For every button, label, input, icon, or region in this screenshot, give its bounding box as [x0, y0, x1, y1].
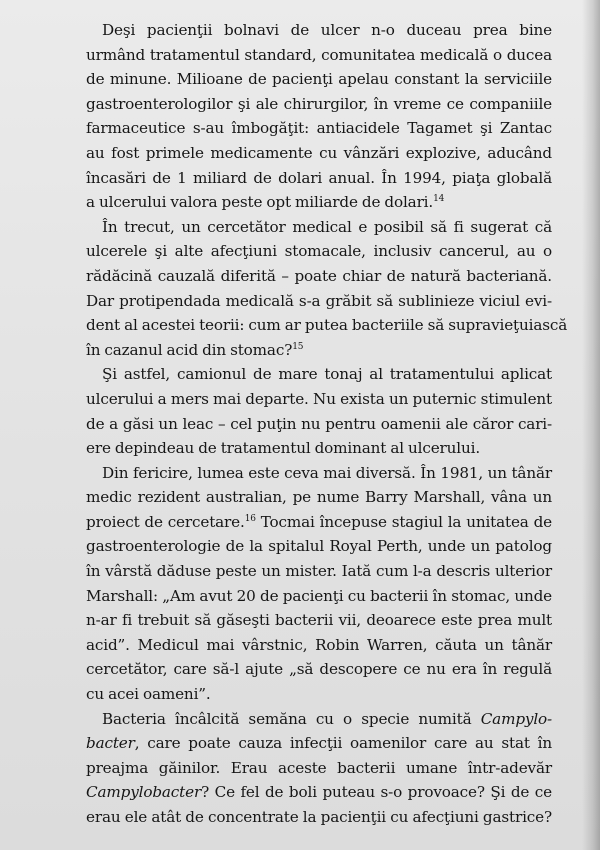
text-line: [70, 510, 552, 535]
italic-term: Campylobacter: [86, 783, 202, 802]
footnote-marker: 16: [244, 513, 256, 524]
italic-term: bacter: [86, 734, 135, 753]
text-line: [70, 780, 552, 805]
text-line: Deşi pacienţii bolnavi de ulcer n-o duceau prea bine: [102, 21, 552, 39]
text-line: cu acei oameni”.: [86, 685, 211, 704]
text-line: Şi astfel, camionul de mare tonaj al tratamentului aplicat: [102, 365, 552, 384]
text-line: în vârstă dăduse peste un mister. Iată cum l-a descris ulterior: [86, 562, 552, 581]
text-line: rădăcină cauzală diferită – poate chiar de natură bacteriană.: [86, 266, 552, 285]
text-line: n-ar fi trebuit să găseşti bacterii vii, deoarece este prea mult: [86, 611, 552, 630]
text-line: cercetător, care să-l ajute „să descopere ce nu era în regulă: [86, 660, 552, 679]
text-line: de minune. Milioane de pacienţi apelau constant la serviciile: [86, 70, 552, 89]
text-line: Marshall: „Am avut 20 de pacienţi cu bacterii în stomac, unde: [86, 586, 552, 605]
text-line: ulcerului a mers mai departe. Nu exista un puternic stimulent: [86, 389, 552, 408]
text-line: gastroenterologie de la spitalul Royal Perth, unde un patolog: [86, 537, 552, 556]
text-line: erau ele atât de concentrate la pacienţii cu afecţiuni gastrice?: [86, 808, 552, 826]
text-line: acid”. Medicul mai vârstnic, Robin Warren, căuta un tânăr: [86, 635, 552, 654]
text-line: Dar protipendada medicală s-a grăbit să sublinieze viciul evi-: [86, 291, 552, 310]
text-line: [70, 731, 552, 756]
text-segment: Bacteria încâlcită semăna cu o specie numită: [102, 709, 481, 728]
text-segment: în cazanul acid din stomac?: [86, 340, 293, 359]
text-segment: a ulcerului valora peste opt miliarde de dolari.: [86, 193, 434, 212]
text-line: medic rezident australian, pe nume Barry Marshall, vâna un: [86, 488, 552, 507]
text-line: gastroenterologilor şi ale chirurgilor, în vreme ce companiile: [86, 94, 552, 113]
text-line: [70, 707, 552, 732]
footnote-marker: 14: [433, 194, 445, 205]
paragraph-4: [70, 461, 552, 707]
page-spine-shadow: [582, 0, 600, 850]
text-line: de a găsi un leac – cel puţin nu pentru oamenii ale căror cari-: [86, 414, 552, 433]
text-line: [70, 338, 552, 363]
text-line: urmând tratamentul standard, comunitatea medicală o ducea: [86, 45, 552, 64]
paragraph-1: [70, 18, 552, 215]
text-line: dent al acestei teorii: cum ar putea bacteriile să supravieţuiască: [86, 316, 568, 335]
text-segment: , care poate cauza infecţii oamenilor care au stat în: [134, 734, 552, 753]
paragraph-5: [70, 707, 552, 830]
paragraph-2: [70, 215, 568, 363]
text-line: au fost primele medicamente cu vânzări explozive, aducând: [86, 143, 552, 162]
text-line: preajma găinilor. Erau aceste bacterii umane într-adevăr: [86, 758, 552, 777]
text-line: ere depindeau de tratamentul dominant al ulcerului.: [86, 439, 481, 458]
italic-term: Campylo-: [480, 709, 552, 728]
text-segment: proiect de cercetare.: [86, 512, 245, 531]
paragraph-3: [70, 362, 552, 460]
text-line: În trecut, un cercetător medical e posibil să fi sugerat că: [102, 217, 552, 236]
text-line: ulcerele şi alte afecţiuni stomacale, inclusiv cancerul, au o: [86, 242, 552, 261]
footnote-marker: 15: [292, 341, 304, 352]
page-body-text: [70, 18, 568, 830]
text-line: Din fericire, lumea este ceva mai diversă. În 1981, un tânăr: [102, 463, 552, 482]
text-line: încasări de 1 miliard de dolari anual. În 1994, piaţa globală: [86, 168, 552, 187]
text-line: farmaceutice s-au îmbogăţit: antiacidele Tagamet şi Zantac: [86, 119, 552, 138]
text-segment: ? Ce fel de boli puteau s-o provoace? Şi de ce: [201, 783, 552, 802]
text-line: [70, 190, 552, 215]
text-segment: Tocmai începuse stagiul la unitatea de: [255, 512, 552, 531]
